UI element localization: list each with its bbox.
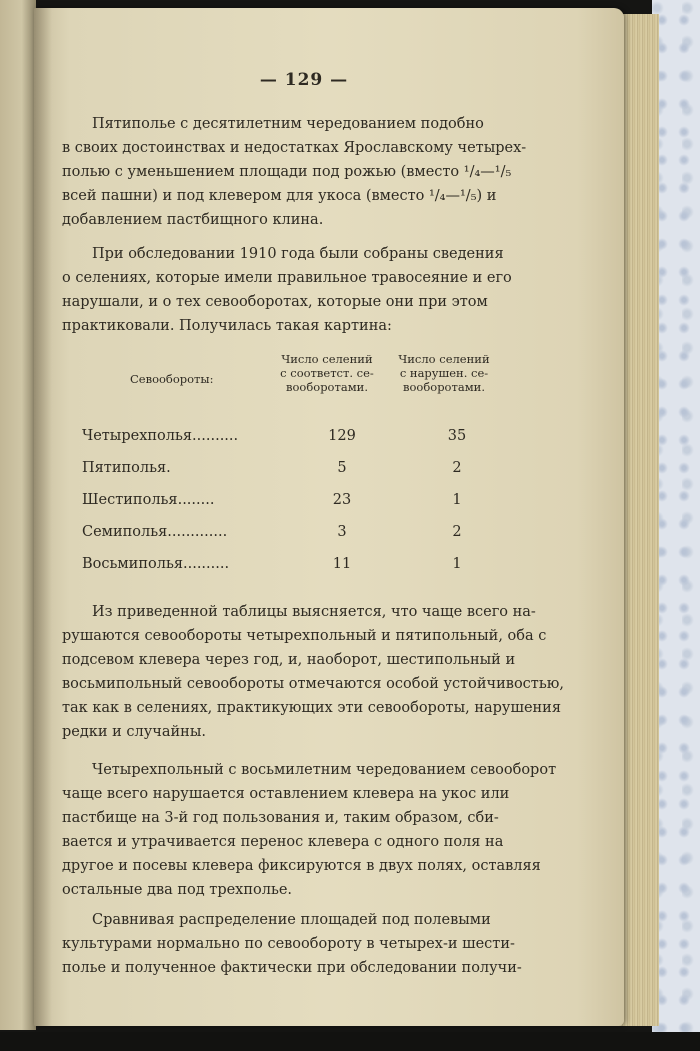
table-row: Пятиполья. 5 2 <box>82 460 462 476</box>
text-line: При обследовании 1910 года были собраны сведения <box>92 246 504 262</box>
table-row: Восьмиполья.......... 11 1 <box>82 556 462 572</box>
text-line: полью с уменьшением площади под рожью (вместо ¹/₄—¹/₅ <box>62 164 512 180</box>
text-line: другое и посевы клевера фиксируются в двух полях, оставляя <box>62 858 541 874</box>
table-row: Семиполья............. 3 2 <box>82 524 462 540</box>
table-header-violated: Число селений с нарушен. се- вооборотами. <box>398 352 490 394</box>
paragraph-3 <box>62 600 564 744</box>
text-line: Из приведенной таблицы выясняется, что чаще всего на- <box>92 604 536 620</box>
text-line: Пятиполье с десятилетним чередованием подобно <box>92 116 484 132</box>
text-line: редки и случайны. <box>62 724 206 740</box>
text-line: практиковали. Получилась такая картина: <box>62 318 392 334</box>
spine-shadow <box>34 8 52 1026</box>
text-line: полье и полученное фактически при обследовании получи- <box>62 960 522 976</box>
text-line: рушаются севообороты четырехпольный и пятипольный, оба с <box>62 628 547 644</box>
text-line: пастбище на 3-й год пользования и, таким образом, сби- <box>62 810 499 826</box>
table-header-matching: Число селений с соответст. се- вооборотами. <box>280 352 374 394</box>
book-page <box>34 8 624 1026</box>
text-line: в своих достоинствах и недостатках Ярославскому четырех- <box>62 140 527 156</box>
text-line: добавлением пастбищного клина. <box>62 212 324 228</box>
paragraph-5 <box>62 908 560 980</box>
text-line: культурами нормально по севообороту в четырех-и шести- <box>62 936 515 952</box>
text-line: вается и утрачивается перенос клевера с одного поля на <box>62 834 504 850</box>
paragraph-2 <box>62 242 560 338</box>
left-page-edge <box>0 0 36 1030</box>
text-line: восьмипольный севообороты отмечаются особой устойчивостью, <box>62 676 564 692</box>
background-fabric <box>652 0 700 1051</box>
text-line: нарушали, и о тех севооборотах, которые они при этом <box>62 294 488 310</box>
text-line: о селениях, которые имели правильное травосеяние и его <box>62 270 512 286</box>
text-line: Четырехпольный с восьмилетним чередованием севооборот <box>92 762 557 778</box>
table-column-label: Севообороты: <box>130 372 214 386</box>
page-number: — 129 — <box>259 70 349 90</box>
paragraph-1 <box>62 112 560 232</box>
text-line: Сравнивая распределение площадей под полевыми <box>92 912 491 928</box>
table-row: Четырехполья.......... 129 35 <box>82 428 467 444</box>
background-bottom <box>0 1032 700 1051</box>
text-line: так как в селениях, практикующих эти севообороты, нарушения <box>62 700 561 716</box>
text-line: остальные два под трехполье. <box>62 882 293 898</box>
text-line: всей пашни) и под клевером для укоса (вместо ¹/₄—¹/₅) и <box>62 188 497 204</box>
table-row: Шестиполья........ 23 1 <box>82 492 462 508</box>
text-line: чаще всего нарушается оставлением клевера на укос или <box>62 786 510 802</box>
text-line: подсевом клевера через год, и, наоборот, шестипольный и <box>62 652 516 668</box>
paragraph-4 <box>62 758 560 902</box>
